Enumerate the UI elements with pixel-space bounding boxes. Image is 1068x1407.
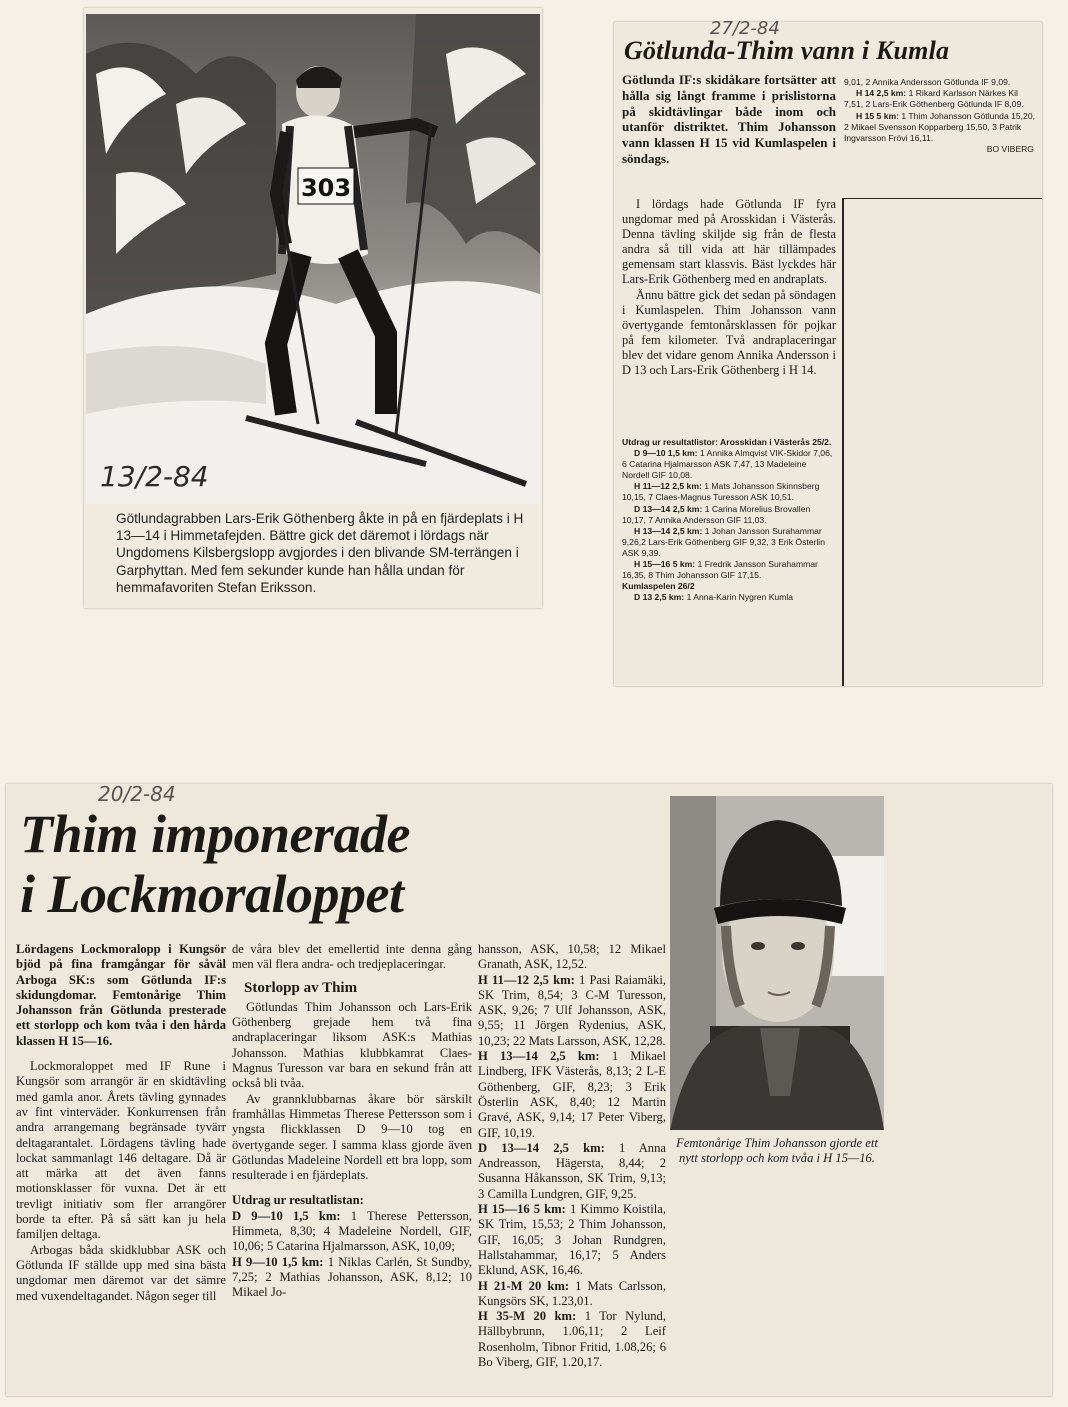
skier-photo	[86, 14, 540, 504]
result-line: D 13 2,5 km: 1 Anna-Karin Nygren Kumla	[634, 592, 794, 603]
result-line: D 9—10 1,5 km: 1 Annika Almqvist VIK-Skidor 7,06, 6 Catarina Hjalmarsson ASK 7,47, 13 Madeleine Nordell GIF 10,08.	[622, 448, 833, 481]
photo-caption: Femtonårige Thim Johansson gjorde ett nytt storlopp och kom tvåa i H 15—16.	[676, 1136, 878, 1166]
results-heading: Utdrag ur resultatlistan:	[232, 1193, 364, 1208]
result-line: H 9—10 1,5 km: 1 Niklas Carlén, St Sundby, 7,25; 2 Mathias Johansson, ASK, 8,12; 10 Mikael Jo-	[232, 1254, 472, 1300]
column-rule	[842, 198, 1042, 199]
headline-line: Thim imponerade	[20, 804, 411, 864]
results-heading: Utdrag ur resultatlistor: Arosskidan i Västerås 25/2.	[622, 437, 832, 447]
bib-number-text: 303	[300, 174, 352, 202]
column-2	[232, 942, 472, 1301]
results-list	[622, 437, 834, 603]
result-line: H 35-M 20 km: 1 Tor Nylund, Hällbybrunn, 1.06,11; 2 Leif Rosenholm, Tibnor Fritid, 1.08,26; 6 Bo Viberg, GIF, 1.20,17.	[478, 1309, 666, 1370]
lead-paragraph: Lördagens Lockmoralopp i Kungsör bjöd på fina framgångar för såväl Arboga SK:s som Götlunda IF:s skidungdomar. Femtonårige Thim Johansson från Götlunda presterade ett storlopp och kom tvåa i den hårda klassen H 15—16.	[16, 942, 226, 1048]
result-line: D 13—14 2,5 km: 1 Carina Morelius Brovallen 10,17, 7 Annika Andersson GIF 11,03.	[622, 503, 811, 525]
body-paragraph: Ännu bättre gick det sedan på söndagen i Kumlaspelen. Thim Johansson vann övertygande femtonårsklassen för pojkar på fem kilometer. Två andraplaceringar blev det vidare genom Annika Andersson i D 13 och Lars-Erik Göthenberg i H 14.	[622, 287, 836, 378]
result-line: D 13—14 2,5 km: 1 Anna Andreasson, Hägersta, 8,44; 2 Susanna Håkansson, SK Trim, 9,13; 3 Camilla Lundgren, GIF, 9,25.	[478, 1140, 666, 1201]
photo-caption: Götlundagrabben Lars-Erik Göthenberg åkte in på en fjärdeplats i H 13—14 i Himmetafejden. Bättre gick det däremot i lördags när Ungdomens Kilsbergslopp avgjordes i den blivande SM-terrängen i Garphyttan. Med fem sekunder kunde han hålla undan för hemmafavoriten Stefan Eriksson.	[116, 511, 524, 595]
column-rule	[842, 198, 844, 686]
article-body	[622, 197, 836, 378]
date-note-13-2-84: 13/2-84	[100, 460, 209, 493]
result-line: H 13—14 2,5 km: 1 Mikael Lindberg, IFK Västerås, 8,13; 2 L-E Göthenberg, GIF, 8,23; 3 Erik Österlin ASK, 8,40; 12 Martin Gravé, ASK, 9,14; 17 Peter Viberg, GIF, 10,19.	[478, 1049, 666, 1140]
result-line: H 21-M 20 km: 1 Mats Carlsson, Kungsörs SK, 1.23,01.	[478, 1278, 666, 1308]
headline	[20, 792, 410, 924]
result-line: H 15—16 5 km: 1 Kimmo Koistila, SK Trim, 15,53; 2 Thim Johansson, GIF, 16,05; 3 Johan Rundgren, Hallstahammar, 16,17; 5 Anders Eklund, ASK, 16,46.	[478, 1202, 666, 1278]
result-line: H 11—12 2,5 km: 1 Pasi Raiamäki, SK Trim, 8,54; 3 C-M Turesson, ASK, 9,26; 7 Ulf Johansson, ASK, 9,55; 11 Jörgen Rydenius, ASK, 10,23; 22 Mats Larsson, ASK, 12,28.	[478, 972, 667, 1048]
results-subheading: Kumlaspelen 26/2	[622, 581, 695, 592]
lead-paragraph: Götlunda IF:s skidåkare fortsätter att hålla sig långt framme i prislistorna på skidtävlingar både inom och utanför distriktet. Thim Johansson vann klassen H 15 vid Kumlaspelen i söndags.	[622, 72, 836, 166]
article-thim-imponerade	[6, 784, 1052, 1396]
date-note-27-2-84: 27/2-84	[710, 18, 780, 39]
result-line: H 14 2,5 km: 1 Rikard Karlsson Närkes Kil 7,51, 2 Lars-Erik Göthenberg Götlunda IF 8,09.	[844, 88, 1024, 110]
results-continued	[844, 77, 1038, 155]
photo-clipping	[84, 8, 542, 608]
column-1	[16, 942, 226, 1304]
body-paragraph: Arbogas båda skidklubbar ASK och Götlunda IF ställde upp med sina bästa ungdomar men däremot var det sämre med vuxendeltagandet. Någon seger till	[16, 1242, 226, 1303]
result-line: H 15—16 5 km: 1 Fredrik Jansson Surahammar 16,35, 8 Thim Johansson GIF 17,15.	[622, 559, 818, 581]
result-line: 9,01, 2 Annika Andersson Götlunda IF 9,09.	[844, 77, 1011, 87]
skier-illustration	[86, 14, 540, 504]
result-line: H 11—12 2,5 km: 1 Mats Johansson Skinnsberg 10,15, 7 Claes-Magnus Turesson ASK 10,51.	[622, 481, 820, 503]
column-3	[478, 942, 666, 1370]
portrait-photo	[670, 796, 884, 1130]
body-paragraph: Götlundas Thim Johansson och Lars-Erik Göthenberg grejade hem två fina andraplaceringar liksom ASK:s Mathias Johansson. Mathias klubbkamrat Claes-Magnus Turesson var bara en sekund från att också bli tvåa.	[232, 999, 472, 1091]
headline: Götlunda-Thim vann i Kumla	[624, 36, 950, 65]
article-gotlunda-thim	[614, 18, 1042, 686]
body-paragraph: Lockmoraloppet med IF Rune i Kungsör som arrangör är en skidtävling med gamla anor. Årets tävling gynnades av fint vinterväder. Konkurrensen från andra arrangemang begränsade tyvärr deltagarantalet. Lördagens tävling hade lockat sammanlagt 146 deltagare. Då är att märka att det även fanns motionsklasser för vuxna. Det är ett trevligt initiativ som fler arrangörer borde ta efter. På så sätt kan ju hela familjen deltaga.	[16, 1059, 226, 1242]
body-paragraph: Av grannklubbarnas åkare bör särskilt framhållas Himmetas Therese Pettersson som i yngsta flickklassen D 9—10 tog en övertygande seger. I samma klass gjorde även Götlundas Madeleine Nordell ett bra lopp, som resulterade i en fjärdeplats.	[232, 1091, 472, 1183]
headline-line: i Lockmoraloppet	[20, 864, 404, 924]
result-line: D 9—10 1,5 km: 1 Therese Pettersson, Himmeta, 8,30; 4 Madeleine Nordell, GIF, 10,06; 5 Catarina Hjalmarsson, ASK, 10,09;	[232, 1208, 472, 1254]
result-line: H 13—14 2,5 km: 1 Johan Jansson Surahammar 9,26,2 Lars-Erik Göthenberg GIF 9,32, 3 Erik Österlin ASK 9,39.	[622, 525, 825, 558]
result-line: H 15 5 km: 1 Thim Johansson Götlunda 15,20, 2 Mikael Svensson Kopparberg 15,50, 3 Patrik Ingvarsson Frövi 16,11.	[844, 110, 1036, 144]
byline: BO VIBERG	[986, 144, 1034, 155]
date-note-20-2-84: 20/2-84	[98, 782, 176, 806]
result-line: hansson, ASK, 10,58; 12 Mikael Granath, ASK, 12,52.	[478, 942, 666, 972]
portrait-illustration	[670, 796, 884, 1130]
subheading: Storlopp av Thim	[244, 979, 358, 996]
body-paragraph: de våra blev det emellertid inte denna gång men väl flera andra- och tredjeplaceringar.	[232, 942, 472, 972]
body-paragraph: I lördags hade Götlunda IF fyra ungdomar med på Arosskidan i Västerås. Denna tävling skiljde sig från de flesta andra så till vida att här tillämpades gemensam start klassvis. Bäst lyckdes här Lars-Erik Göthenberg med en andraplats.	[622, 197, 836, 287]
